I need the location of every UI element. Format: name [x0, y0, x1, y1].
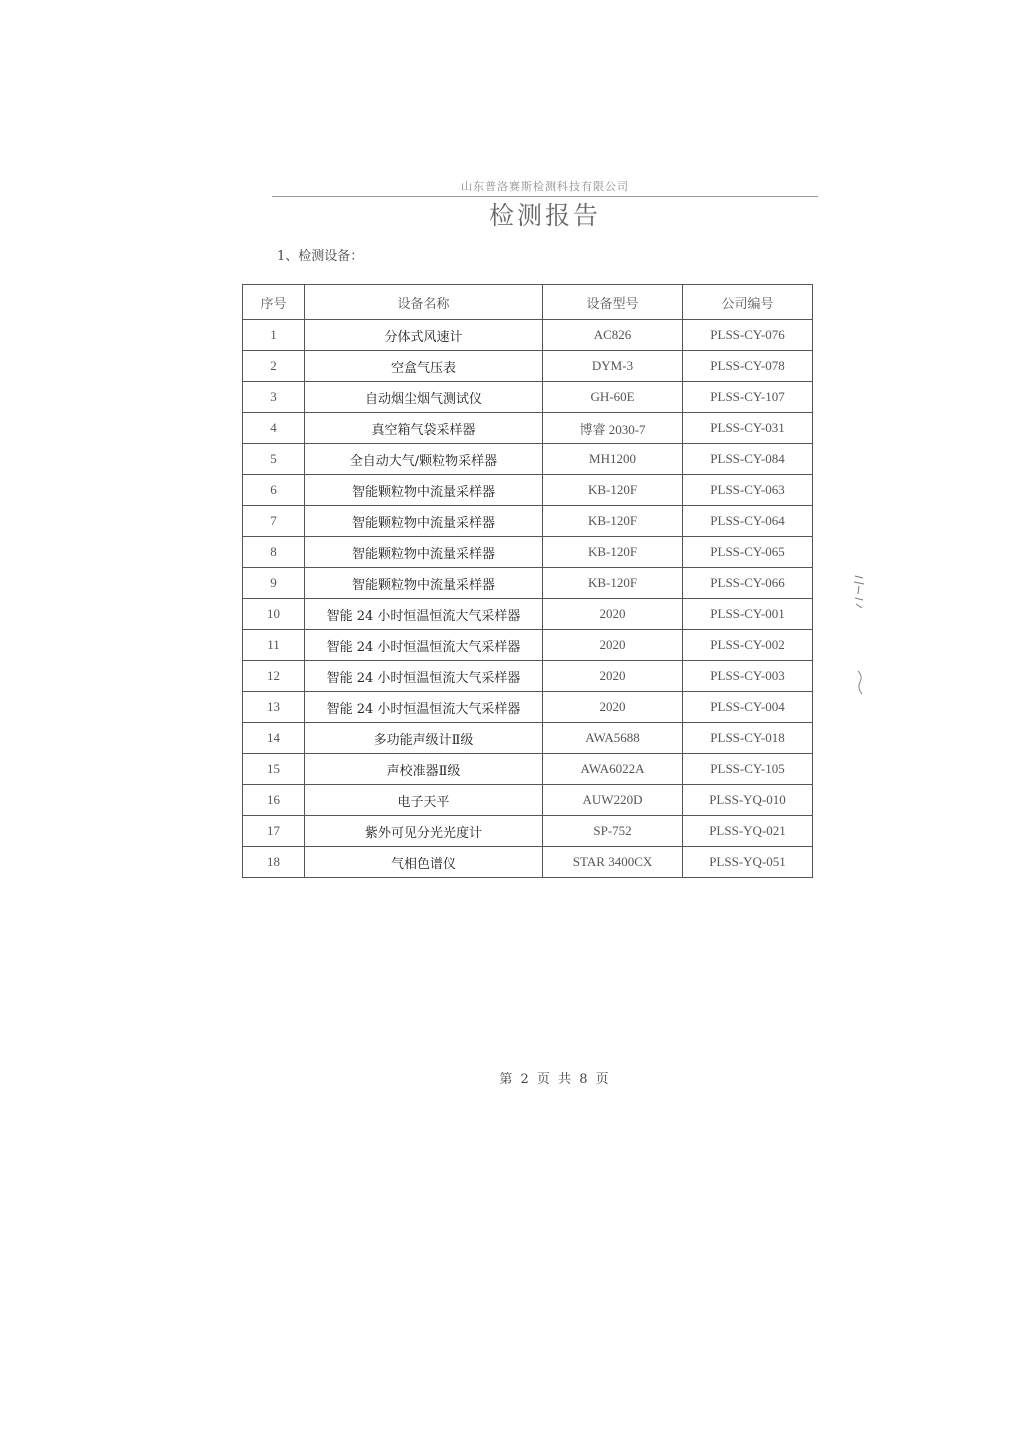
- column-header-name: 设备名称: [305, 285, 543, 320]
- cell-index: 5: [243, 444, 305, 475]
- cell-equipment-name: 智能颗粒物中流量采样器: [305, 506, 543, 537]
- table-row: [243, 754, 813, 785]
- cell-company-code: PLSS-CY-063: [683, 475, 813, 506]
- cell-model: KB-120F: [543, 506, 683, 537]
- cell-index: 14: [243, 723, 305, 754]
- table-row: [243, 537, 813, 568]
- table-row: [243, 351, 813, 382]
- cell-model: 2020: [543, 661, 683, 692]
- cell-model: AC826: [543, 320, 683, 351]
- handwritten-mark: [852, 572, 866, 612]
- cell-company-code: PLSS-CY-031: [683, 413, 813, 444]
- table-row: [243, 723, 813, 754]
- cell-model: DYM-3: [543, 351, 683, 382]
- cell-company-code: PLSS-CY-065: [683, 537, 813, 568]
- cell-equipment-name: 自动烟尘烟气测试仪: [305, 382, 543, 413]
- table-row: [243, 847, 813, 878]
- cell-model: KB-120F: [543, 568, 683, 599]
- cell-equipment-name: 声校准器Ⅱ级: [305, 754, 543, 785]
- cell-index: 3: [243, 382, 305, 413]
- cell-equipment-name: 智能颗粒物中流量采样器: [305, 568, 543, 599]
- company-name: 山东普洛赛斯检测科技有限公司: [461, 180, 629, 193]
- cell-index: 4: [243, 413, 305, 444]
- table-header-row: [243, 285, 813, 320]
- cell-index: 16: [243, 785, 305, 816]
- cell-model: MH1200: [543, 444, 683, 475]
- cell-equipment-name: 紫外可见分光光度计: [305, 816, 543, 847]
- equipment-table: [242, 284, 813, 878]
- column-header-code: 公司编号: [683, 285, 813, 320]
- cell-equipment-name: 气相色谱仪: [305, 847, 543, 878]
- column-header-model: 设备型号: [543, 285, 683, 320]
- cell-company-code: PLSS-YQ-051: [683, 847, 813, 878]
- cell-company-code: PLSS-CY-003: [683, 661, 813, 692]
- cell-equipment-name: 智能颗粒物中流量采样器: [305, 537, 543, 568]
- table-body: [243, 320, 813, 878]
- page-number: 第 2 页 共 8 页: [499, 1072, 611, 1087]
- cell-index: 7: [243, 506, 305, 537]
- cell-index: 12: [243, 661, 305, 692]
- cell-company-code: PLSS-CY-105: [683, 754, 813, 785]
- cell-model: 2020: [543, 599, 683, 630]
- cell-company-code: PLSS-CY-001: [683, 599, 813, 630]
- cell-equipment-name: 多功能声级计Ⅱ级: [305, 723, 543, 754]
- table-row: [243, 568, 813, 599]
- cell-index: 17: [243, 816, 305, 847]
- cell-index: 18: [243, 847, 305, 878]
- cell-equipment-name: 电子天平: [305, 785, 543, 816]
- cell-index: 2: [243, 351, 305, 382]
- cell-index: 11: [243, 630, 305, 661]
- table-row: [243, 475, 813, 506]
- table-row: [243, 599, 813, 630]
- cell-equipment-name: 智能 24 小时恒温恒流大气采样器: [305, 630, 543, 661]
- cell-model: 博睿 2030-7: [543, 413, 683, 444]
- cell-company-code: PLSS-CY-064: [683, 506, 813, 537]
- cell-model: SP-752: [543, 816, 683, 847]
- cell-company-code: PLSS-CY-084: [683, 444, 813, 475]
- table-row: [243, 320, 813, 351]
- cell-equipment-name: 空盒气压表: [305, 351, 543, 382]
- cell-model: AWA6022A: [543, 754, 683, 785]
- cell-index: 9: [243, 568, 305, 599]
- cell-equipment-name: 分体式风速计: [305, 320, 543, 351]
- table-row: [243, 382, 813, 413]
- cell-equipment-name: 智能颗粒物中流量采样器: [305, 475, 543, 506]
- cell-index: 10: [243, 599, 305, 630]
- cell-index: 13: [243, 692, 305, 723]
- handwritten-mark-2: [854, 668, 866, 698]
- cell-index: 8: [243, 537, 305, 568]
- cell-model: STAR 3400CX: [543, 847, 683, 878]
- cell-model: AUW220D: [543, 785, 683, 816]
- cell-model: GH-60E: [543, 382, 683, 413]
- cell-company-code: PLSS-YQ-021: [683, 816, 813, 847]
- cell-model: KB-120F: [543, 537, 683, 568]
- cell-model: 2020: [543, 692, 683, 723]
- table-row: [243, 506, 813, 537]
- table-row: [243, 444, 813, 475]
- table-row: [243, 413, 813, 444]
- table-row: [243, 692, 813, 723]
- cell-model: 2020: [543, 630, 683, 661]
- cell-company-code: PLSS-CY-004: [683, 692, 813, 723]
- cell-model: KB-120F: [543, 475, 683, 506]
- cell-company-code: PLSS-CY-078: [683, 351, 813, 382]
- cell-company-code: PLSS-CY-018: [683, 723, 813, 754]
- report-title: 检测报告: [488, 201, 601, 230]
- cell-company-code: PLSS-YQ-010: [683, 785, 813, 816]
- cell-company-code: PLSS-CY-002: [683, 630, 813, 661]
- cell-equipment-name: 真空箱气袋采样器: [305, 413, 543, 444]
- table-row: [243, 785, 813, 816]
- section-heading: 1、检测设备：: [277, 249, 364, 264]
- cell-equipment-name: 智能 24 小时恒温恒流大气采样器: [305, 661, 543, 692]
- cell-company-code: PLSS-CY-107: [683, 382, 813, 413]
- column-header-index: 序号: [243, 285, 305, 320]
- cell-equipment-name: 全自动大气/颗粒物采样器: [305, 444, 543, 475]
- cell-index: 6: [243, 475, 305, 506]
- cell-company-code: PLSS-CY-076: [683, 320, 813, 351]
- cell-equipment-name: 智能 24 小时恒温恒流大气采样器: [305, 692, 543, 723]
- table-row: [243, 661, 813, 692]
- cell-index: 1: [243, 320, 305, 351]
- cell-index: 15: [243, 754, 305, 785]
- table-row: [243, 816, 813, 847]
- table-row: [243, 630, 813, 661]
- cell-company-code: PLSS-CY-066: [683, 568, 813, 599]
- cell-model: AWA5688: [543, 723, 683, 754]
- cell-equipment-name: 智能 24 小时恒温恒流大气采样器: [305, 599, 543, 630]
